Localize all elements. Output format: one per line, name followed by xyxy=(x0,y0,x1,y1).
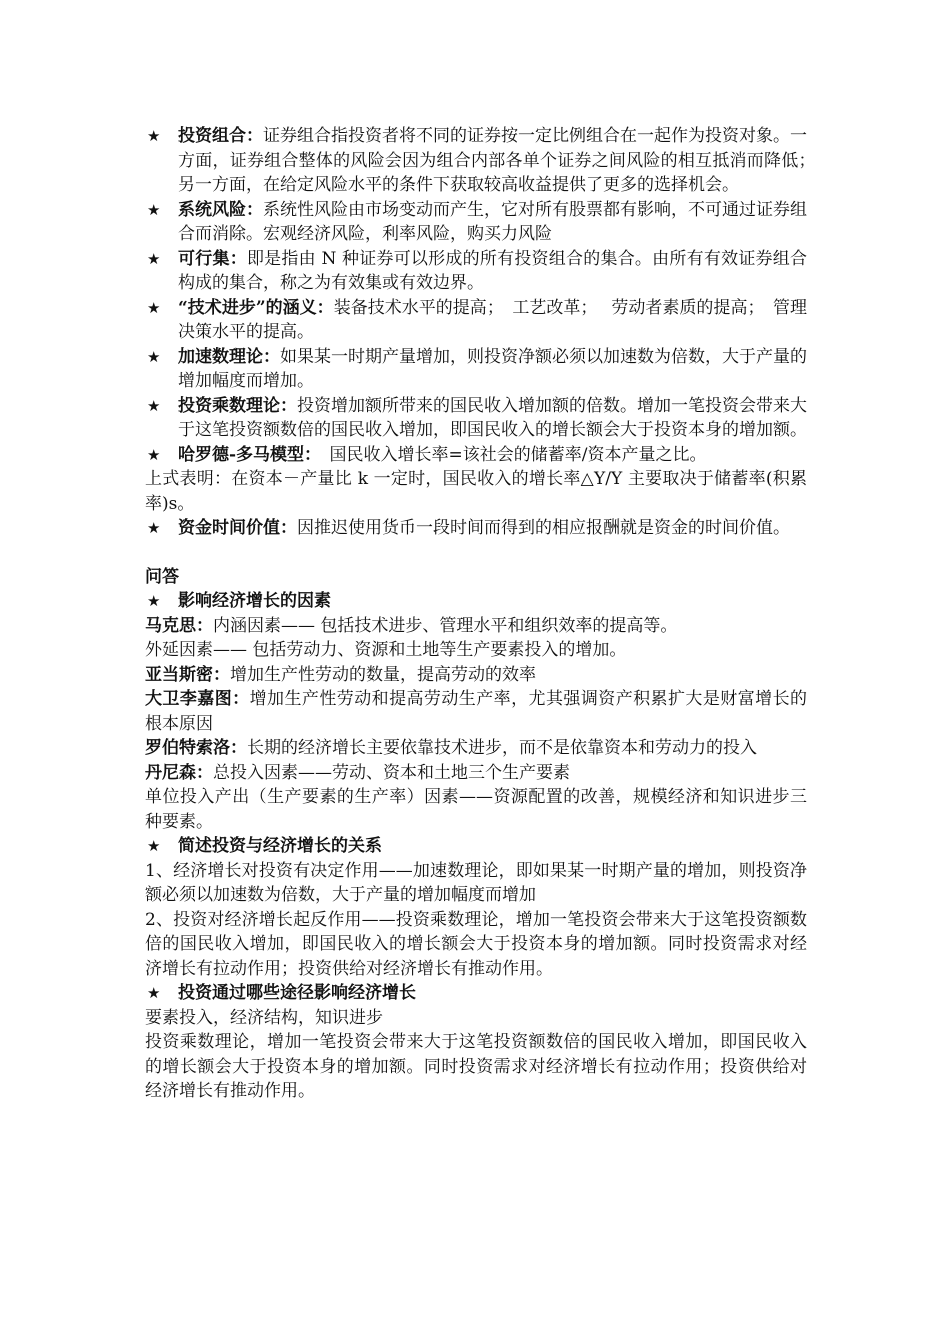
answer-line: 投资乘数理论，增加一笔投资会带来大于这笔投资额数倍的国民收入增加，即国民收入的增长额会大于投资本身的增加额。同时投资需求对经济增长有拉动作用；投资供给对经济增长有推动作用。 xyxy=(145,1032,807,1101)
definition-harrod-domar xyxy=(145,443,807,468)
answer-line xyxy=(145,785,807,834)
answer-line xyxy=(145,614,807,639)
definition-text: 投资增加额所带来的国民收入增加额的倍数。增加一笔投资会带来大于这笔投资额数倍的国民收入增加，即国民收入的增长额会大于投资本身的增加额。 xyxy=(178,395,807,440)
definition-term: 资金时间价值： xyxy=(178,518,297,538)
question-title-text: 投资通过哪些途径影响经济增长 xyxy=(178,983,416,1003)
definition-text: 因推迟使用货币一段时间而得到的相应报酬就是资金的时间价值。 xyxy=(297,518,790,538)
star-bullet-icon: ★ xyxy=(147,127,161,145)
definition-term: 投资组合： xyxy=(178,126,263,146)
answer-text: 总投入因素——劳动、资本和土地三个生产要素 xyxy=(213,762,570,783)
definition-text: 即是指由 N 种证券可以形成的所有投资组合的集合。由所有有效证券组合构成的集合，称之为有效集或有效边界。 xyxy=(178,248,808,293)
definition-term: 投资乘数理论： xyxy=(178,395,297,416)
definition-tech-progress xyxy=(145,296,807,345)
answer-term: 亚当斯密： xyxy=(145,664,230,685)
answer-line xyxy=(145,638,807,663)
answer-text: 增加生产性劳动和提高劳动生产率，尤其强调资产积累扩大是财富增长的根本原因 xyxy=(145,689,808,734)
definition-term: 哈罗德-多马模型： xyxy=(178,444,313,465)
answer-text: 增加生产性劳动的数量，提高劳动的效率 xyxy=(230,664,536,685)
definition-text: 装备技术水平的提高； 工艺改革； 劳动者素质的提高； 管理决策水平的提高。 xyxy=(178,297,808,342)
answer-term: 罗伯特索洛： xyxy=(145,738,247,758)
definition-portfolio xyxy=(145,124,830,198)
star-bullet-icon: ★ xyxy=(147,592,161,610)
definition-text: 国民收入增长率=该社会的储蓄率/资本产量之比。 xyxy=(312,444,707,465)
star-bullet-icon: ★ xyxy=(147,347,161,366)
question-title-text: 简述投资与经济增长的关系 xyxy=(178,836,382,856)
definition-text: 如果某一时期产量增加，则投资净额必须以加速数为倍数，大于产量的增加幅度而增加。 xyxy=(178,346,807,391)
definition-term: “技术进步”的涵义： xyxy=(178,297,334,318)
definition-term: 可行集： xyxy=(178,248,247,269)
question-1-title xyxy=(145,589,807,614)
answer-text: 单位投入产出（生产要素的生产率）因素——资源配置的改善，规模经济和知识进步三种要素。 xyxy=(145,787,807,832)
definition-term: 加速数理论： xyxy=(178,346,280,367)
star-bullet-icon: ★ xyxy=(147,249,161,268)
question-2-title xyxy=(145,834,807,859)
harrod-note: 上式表明：在资本－产量比 k 一定时，国民收入的增长率△Y/Y 主要取决于储蓄率(积累率)s。 xyxy=(145,469,807,514)
answer-line xyxy=(145,736,807,761)
answer-line xyxy=(145,663,807,688)
definition-feasible-set xyxy=(145,247,807,296)
answer-text: 外延因素—— 包括劳动力、资源和土地等生产要素投入的增加。 xyxy=(145,640,627,660)
answer-line: 要素投入，经济结构，知识进步 xyxy=(145,1007,383,1028)
answer-line: 2、投资对经济增长起反作用——投资乘数理论，增加一笔投资会带来大于这笔投资额数倍的国民收入增加，即国民收入的增长额会大于投资本身的增加额。同时投资需求对经济增长有拉动作用；投资供给对经济增长有推动作用。 xyxy=(145,909,807,979)
answer-line xyxy=(145,687,807,736)
star-bullet-icon: ★ xyxy=(147,519,161,537)
star-bullet-icon: ★ xyxy=(147,984,161,1002)
answer-term: 丹尼森： xyxy=(145,762,213,783)
definition-accelerator xyxy=(145,345,807,394)
answer-term: 马克思： xyxy=(145,615,213,636)
answer-term: 大卫李嘉图： xyxy=(145,689,250,709)
question-title-text: 影响经济增长的因素 xyxy=(178,591,331,611)
answer-text: 内涵因素—— 包括技术进步、管理水平和组织效率的提高等。 xyxy=(213,615,678,636)
qa-heading: 问答 xyxy=(145,566,179,587)
star-bullet-icon: ★ xyxy=(147,445,161,464)
document-page xyxy=(145,124,830,1104)
definition-multiplier xyxy=(145,394,807,443)
question-3-title xyxy=(145,981,807,1006)
star-bullet-icon: ★ xyxy=(147,396,161,415)
answer-line xyxy=(145,761,807,786)
definition-time-value xyxy=(145,516,807,541)
answer-text: 长期的经济增长主要依靠技术进步，而不是依靠资本和劳动力的投入 xyxy=(247,738,757,758)
spacer xyxy=(145,541,807,565)
answer-line: 1、经济增长对投资有决定作用——加速数理论，即如果某一时期产量的增加，则投资净额必须以加速数为倍数，大于产量的增加幅度而增加 xyxy=(145,860,807,905)
star-bullet-icon: ★ xyxy=(147,837,161,855)
definition-text: 证券组合指投资者将不同的证券按一定比例组合在一起作为投资对象。一方面，证券组合整体的风险会因为组合内部各单个证券之间风险的相互抵消而降低； 另一方面，在给定风险水平的条件下获取较高收益提供了更多的选择机会。 xyxy=(178,126,830,195)
star-bullet-icon: ★ xyxy=(147,200,161,219)
definition-systematic-risk xyxy=(145,198,807,247)
definition-text: 系统性风险由市场变动而产生，它对所有股票都有影响，不可通过证券组合而消除。宏观经济风险，利率风险，购买力风险 xyxy=(178,199,807,244)
definition-term: 系统风险： xyxy=(178,199,263,220)
star-bullet-icon: ★ xyxy=(147,298,161,317)
